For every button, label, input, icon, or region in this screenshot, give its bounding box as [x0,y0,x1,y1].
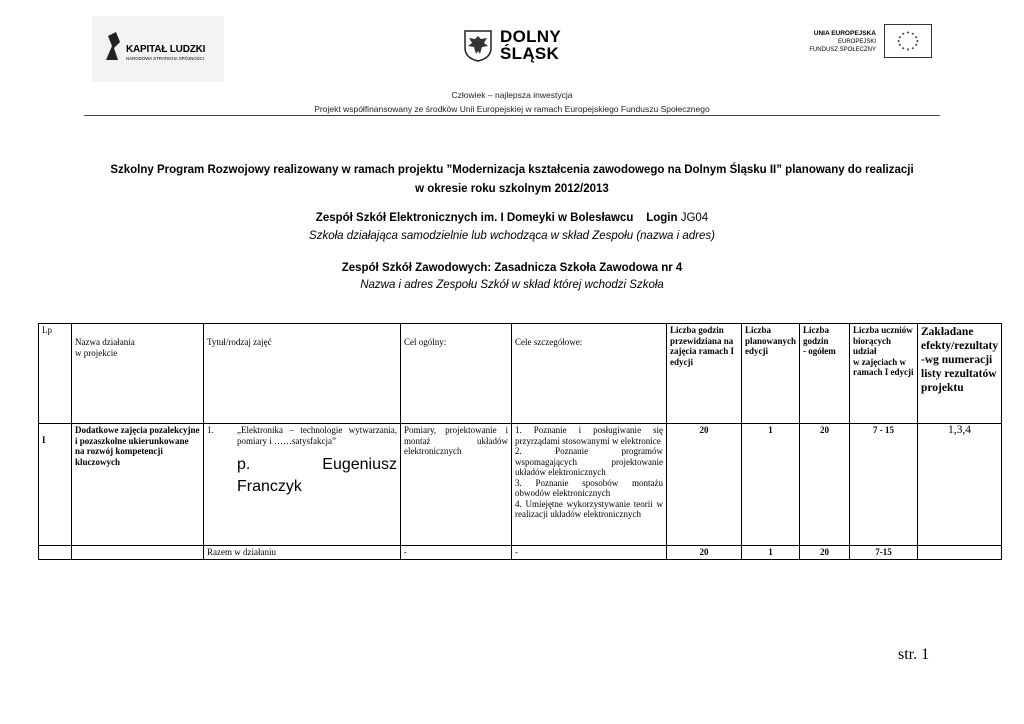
kapital-ludzki-logo [92,16,224,82]
eu-logo [796,24,932,60]
row-title-cell [204,424,401,546]
total-action-empty [72,546,204,560]
document-title: Szkolny Program Rozwojowy realizowany w ramach projektu ”Modernizacja kształcenia zawodowego na Dolnym Śląsku II” planowany do realizacji [110,164,914,176]
header-editions: Liczba planowanych edycji [742,324,800,424]
school-name: Zespół Szkół Elektronicznych im. I Domeyki w Bolesławcu [315,212,634,224]
kapital-ludzki-text: KAPITAŁ LUDZKI [126,44,206,55]
row-title: „Elektronika – technologie wytwarzania, pomiary i ……satysfakcja” [237,425,397,446]
row-objectives [512,424,667,546]
row-author: p. Eugeniusz [237,456,397,473]
row-goal: Pomiary, projektowanie i montaż układów elektronicznych [401,424,512,546]
total-students: 7-15 [850,546,918,560]
slask-text: ŚLĄSK [500,44,560,63]
objective-3: 3. Poznanie sposobów montażu obwodów elektronicznych [515,477,663,498]
total-hours-total: 20 [800,546,850,560]
kapital-ludzki-subtext: NARODOWA STRATEGIA SPÓJNOŚCI [126,56,205,61]
program-table [38,323,1002,560]
total-hours-planned: 20 [667,546,742,560]
complex-name: Zespół Szkół Zawodowych: Zasadnicza Szkoła Zawodowa nr 4 [341,262,683,274]
header-goal: Cel ogólny: [401,324,512,424]
kapital-ludzki-mark-icon [104,30,122,62]
dolny-text: DOLNY [500,27,561,46]
total-lp-empty [39,546,72,560]
header-results: Zakładane efekty/rezultaty -wg numeracji listy rezultatów projektu [918,324,1002,424]
total-goal: - [401,546,512,560]
login-value: JG04 [677,212,709,224]
row-hours-planned: 20 [667,424,742,546]
eu-flag-icon [884,24,932,58]
row-results: 1,3,4 [918,424,1002,546]
cofinancing-line: Projekt współfinansowany ze środków Unii Europejskiej w ramach Europejskiego Funduszu Społecznego [314,104,710,114]
table-header-row [39,324,1002,424]
eagle-shield-icon [464,30,492,62]
header-objectives: Cele szczegółowe: [512,324,667,424]
complex-subtitle: Nazwa i adres Zespołu Szkół w skład której wchodzi Szkoła [360,279,664,291]
page-number: str. 1 [898,646,930,663]
table-row [39,424,1002,546]
eu-text-line1: UNIA EUROPEJSKA [813,30,876,37]
header-lp: Lp [39,324,72,424]
row-students: 7 - 15 [850,424,918,546]
objective-4: 4. Umiejętne wykorzystywanie teorii w realizacji układów elektronicznych [515,498,663,519]
eu-text-line3: FUNDUSZ SPOŁECZNY [809,47,876,53]
total-editions: 1 [742,546,800,560]
row-number: 1. [207,425,214,435]
row-action: Dodatkowe zajęcia pozalekcyjne i pozaszkolne ukierunkowane na rozwój kompetencji kluczowych [72,424,204,546]
header-hours-planned: Liczba godzin przewidziana na zajęcia ramach I edycji [667,324,742,424]
document-title-line2: w okresie roku szkolnym 2012/2013 [415,183,609,195]
row-editions: 1 [742,424,800,546]
row-lp: I [39,424,72,546]
tagline: Człowiek – najlepsza inwestycja [451,90,573,100]
total-label: Razem w działaniu [204,546,401,560]
eu-text-line2: EUROPEJSKI [837,39,876,45]
row-author-surname: Franczyk [237,478,302,495]
header-hours-total: Liczba godzin - ogółem [800,324,850,424]
total-objectives: - [512,546,667,560]
dolny-slask-logo [464,28,574,68]
table-total-row [39,546,1002,560]
header-divider [84,115,940,116]
header-action: Nazwa działania w projekcie [72,324,204,424]
objective-2: 2. Poznanie programów wspomagających projektowanie układów elektronicznych [515,446,663,477]
header-students: Liczba uczniów biorących udział w zajęciach w ramach I edycji [850,324,918,424]
school-subtitle: Szkoła działająca samodzielnie lub wchodząca w skład Zespołu (nazwa i adres) [309,230,715,242]
header-title: Tytuł/rodzaj zajęć [204,324,401,424]
objective-1: 1. Poznanie i posługiwanie się przyrządami stosowanymi w elektronice [515,425,663,446]
login-label: Login [646,212,678,224]
total-results-empty [918,546,1002,560]
row-hours-total: 20 [800,424,850,546]
school-heading [0,212,1024,224]
